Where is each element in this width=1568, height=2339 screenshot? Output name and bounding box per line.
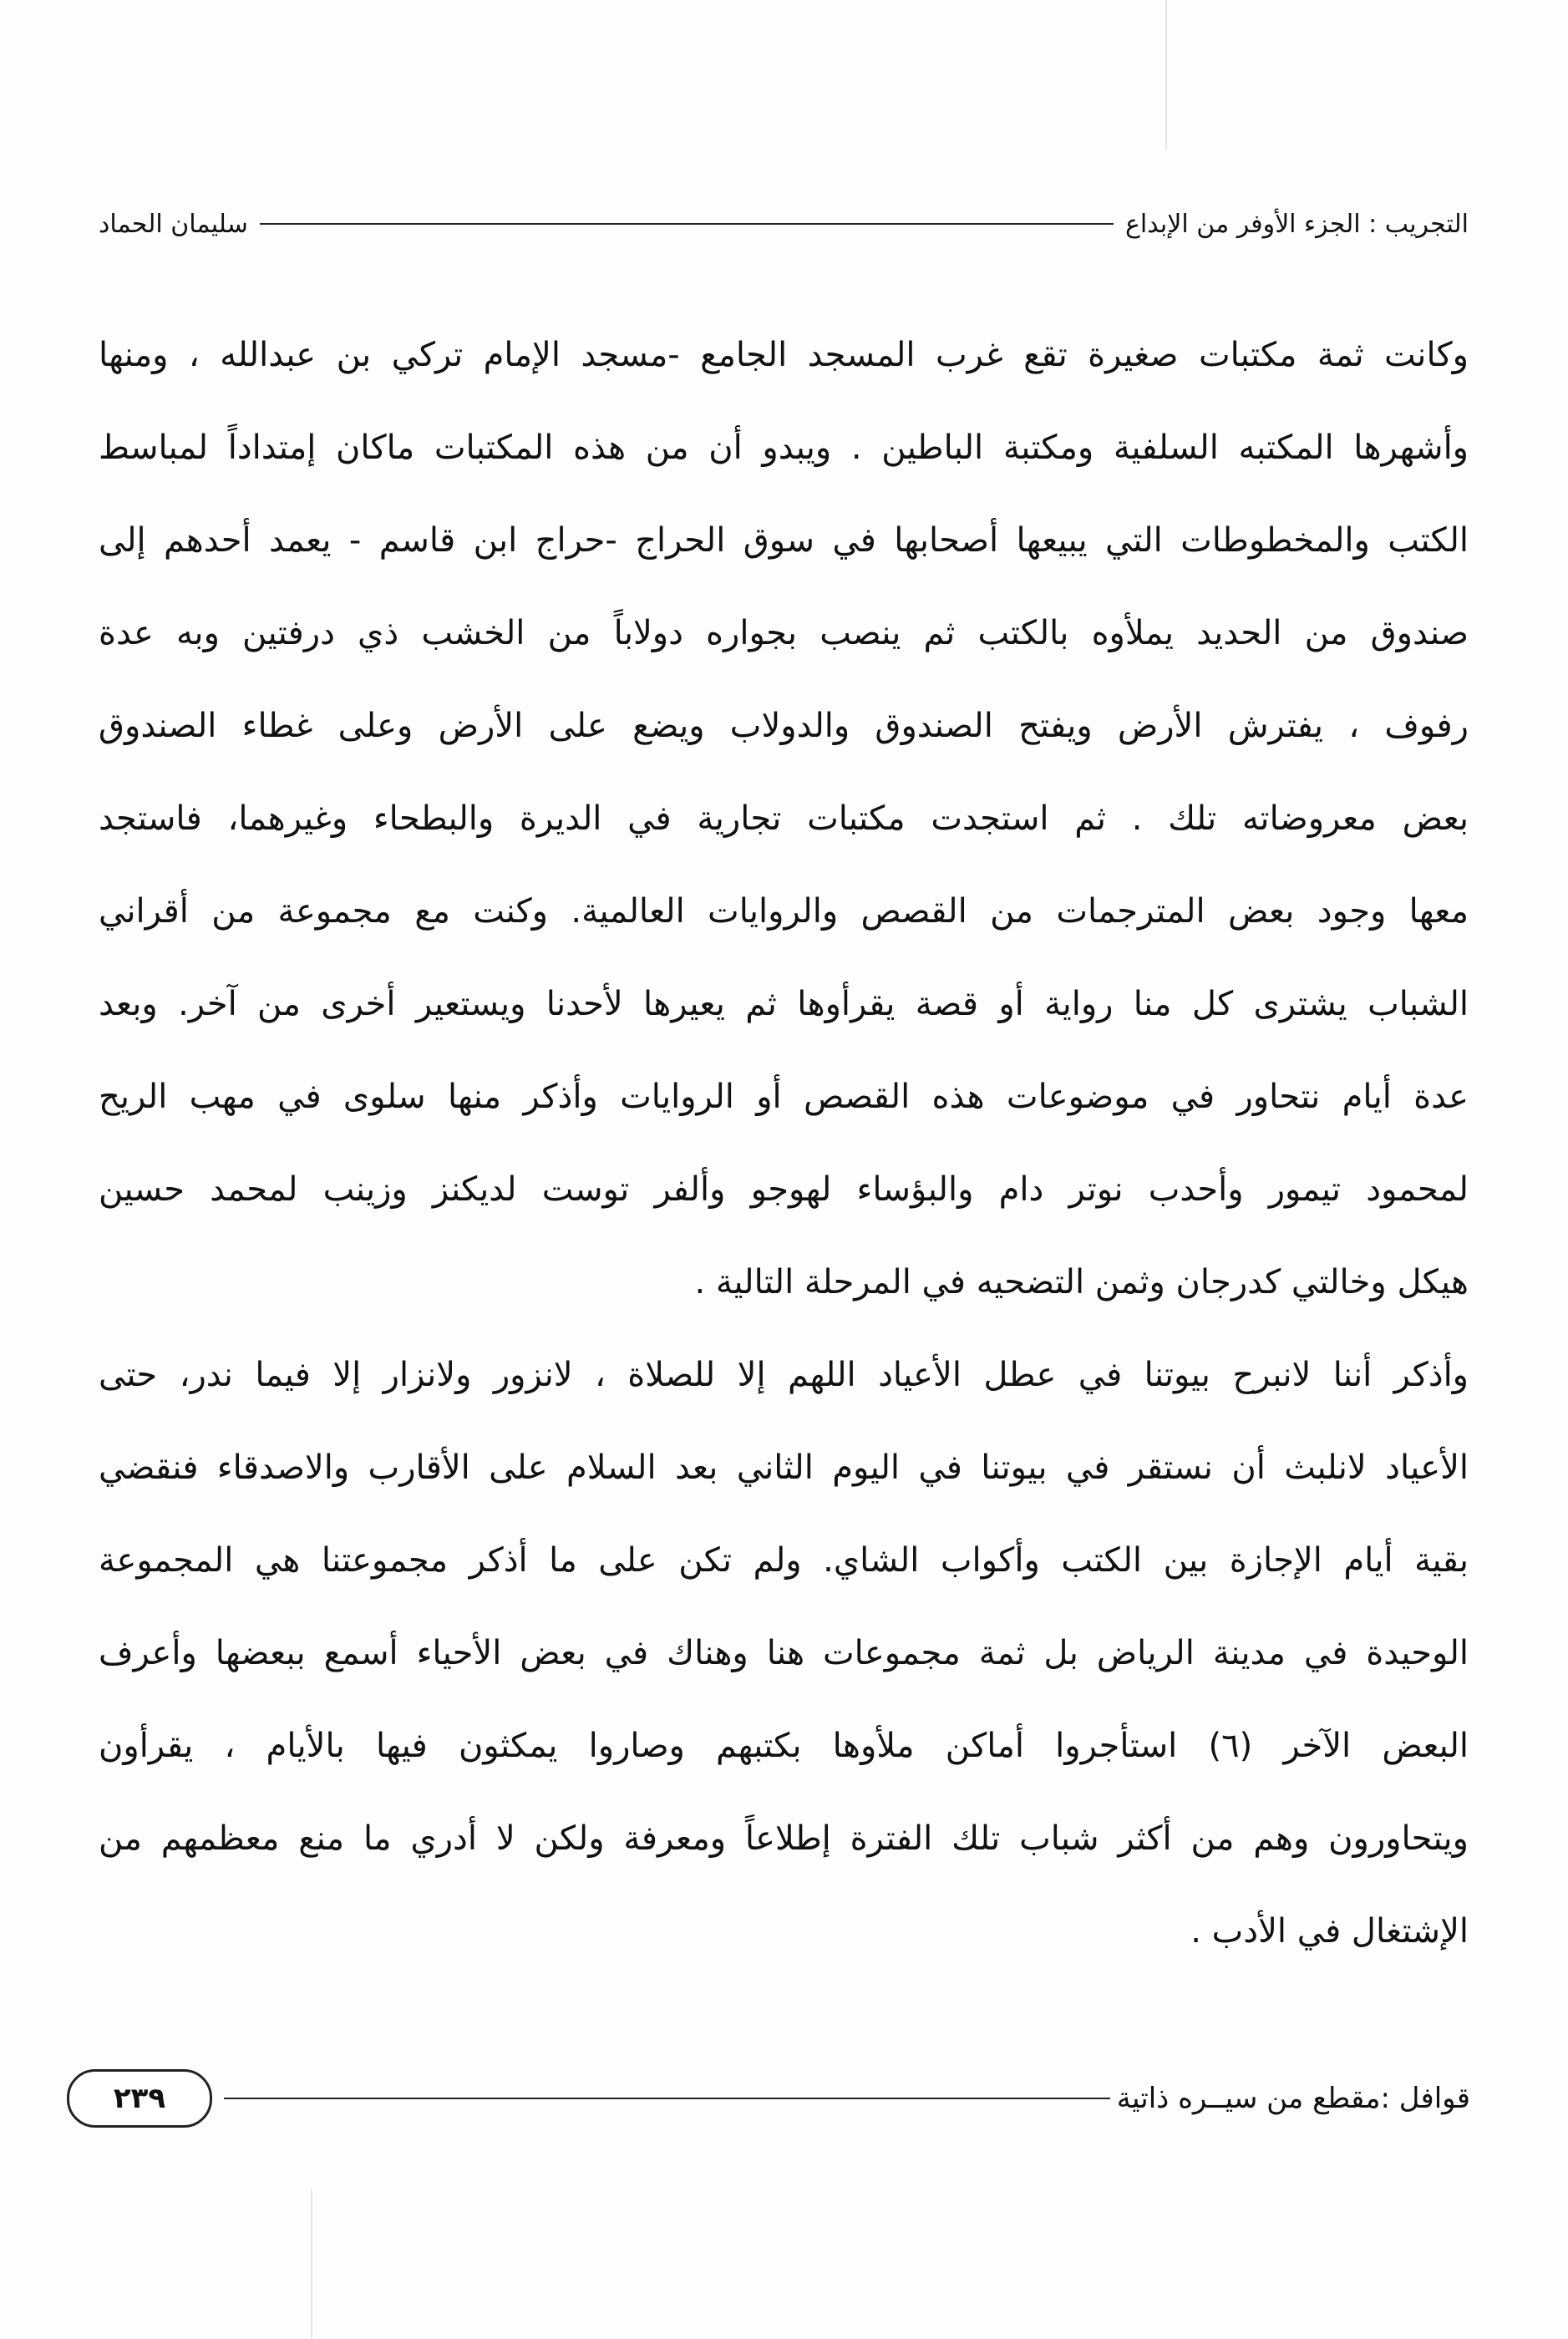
text-line: الكتب والمخطوطات التي يبيعها أصحابها في سوق الحراج -حراج ابن قاسم - يعمد أحدهم إلى [99, 521, 1469, 560]
scan-edge-mark [311, 2189, 312, 2339]
body-text [99, 309, 1469, 1978]
header-author: سليمان الحماد [99, 209, 248, 239]
header-book-title: التجريب : الجزء الأوفر من الإبداع [1124, 209, 1469, 239]
text-line: وكانت ثمة مكتبات صغيرة تقع غرب المسجد الجامع -مسجد الإمام تركي بن عبدالله ، ومنها [99, 336, 1469, 374]
running-footer [67, 2065, 1470, 2132]
header-rule [260, 223, 1114, 225]
page-number-badge [67, 2069, 212, 2128]
text-line: وأذكر أننا لانبرح بيوتنا في عطل الأعياد اللهم إلا للصلاة ، لانزور ولانزار إلا فيما ندر، حتى [99, 1356, 1469, 1394]
text-line: ويتحاورون وهم من أكثر شباب تلك الفترة إطلاعاً ومعرفة ولكن لا أدري ما منع معظمهم من [99, 1819, 1469, 1858]
scan-edge-mark [1165, 0, 1167, 150]
text-line: معها وجود بعض المترجمات من القصص والروايات العالمية. وكنت مع مجموعة من أقراني [99, 892, 1469, 931]
text-line: الوحيدة في مدينة الرياض بل ثمة مجموعات هنا وهناك في بعض الأحياء أسمع ببعضها وأعرف [99, 1634, 1469, 1672]
footer-series-title: قوافل :مقطع من سيــره ذاتية [1116, 2082, 1470, 2115]
running-header [99, 199, 1469, 249]
text-line: البعض الآخر (٦) استأجروا أماكن ملأوها بكتبهم وصاروا يمكثون فيها بالأيام ، يقرأون [99, 1727, 1469, 1765]
text-line: الأعياد لانلبث أن نستقر في بيوتنا في اليوم الثاني بعد السلام على الأقارب والاصدقاء فنقضي [99, 1449, 1469, 1487]
text-line: رفوف ، يفترش الأرض ويفتح الصندوق والدولاب ويضع على الأرض وعلى غطاء الصندوق [99, 707, 1469, 745]
text-line: لمحمود تيمور وأحدب نوتر دام والبؤساء لهوجو وألفر توست لديكنز وزينب لمحمد حسين [99, 1170, 1469, 1209]
page-number: ٢٣٩ [113, 2082, 166, 2115]
footer-rule [224, 2098, 1110, 2099]
text-line: الشباب يشترى كل منا رواية أو قصة يقرأوها ثم يعيرها لأحدنا ويستعير أخرى من آخر. وبعد [99, 985, 1469, 1023]
text-line: الإشتغال في الأدب . [1190, 1912, 1469, 1951]
text-line: بعض معروضاته تلك . ثم استجدت مكتبات تجارية في الديرة والبطحاء وغيرهما، فاستجد [99, 799, 1469, 838]
text-line: صندوق من الحديد يملأوه بالكتب ثم ينصب بجواره دولاباً من الخشب ذي درفتين وبه عدة [99, 614, 1469, 652]
text-line: هيكل وخالتي كدرجان وثمن التضحيه في المرحلة التالية . [694, 1263, 1469, 1301]
text-line: عدة أيام نتحاور في موضوعات هذه القصص أو الروايات وأذكر منها سلوى في مهب الريح [99, 1078, 1469, 1116]
text-line: وأشهرها المكتبه السلفية ومكتبة الباطين . ويبدو أن من هذه المكتبات ماكان إمتداداً لمباسط [99, 429, 1469, 467]
text-line: بقية أيام الإجازة بين الكتب وأكواب الشاي. ولم تكن على ما أذكر مجموعتنا هي المجموعة [99, 1541, 1469, 1580]
